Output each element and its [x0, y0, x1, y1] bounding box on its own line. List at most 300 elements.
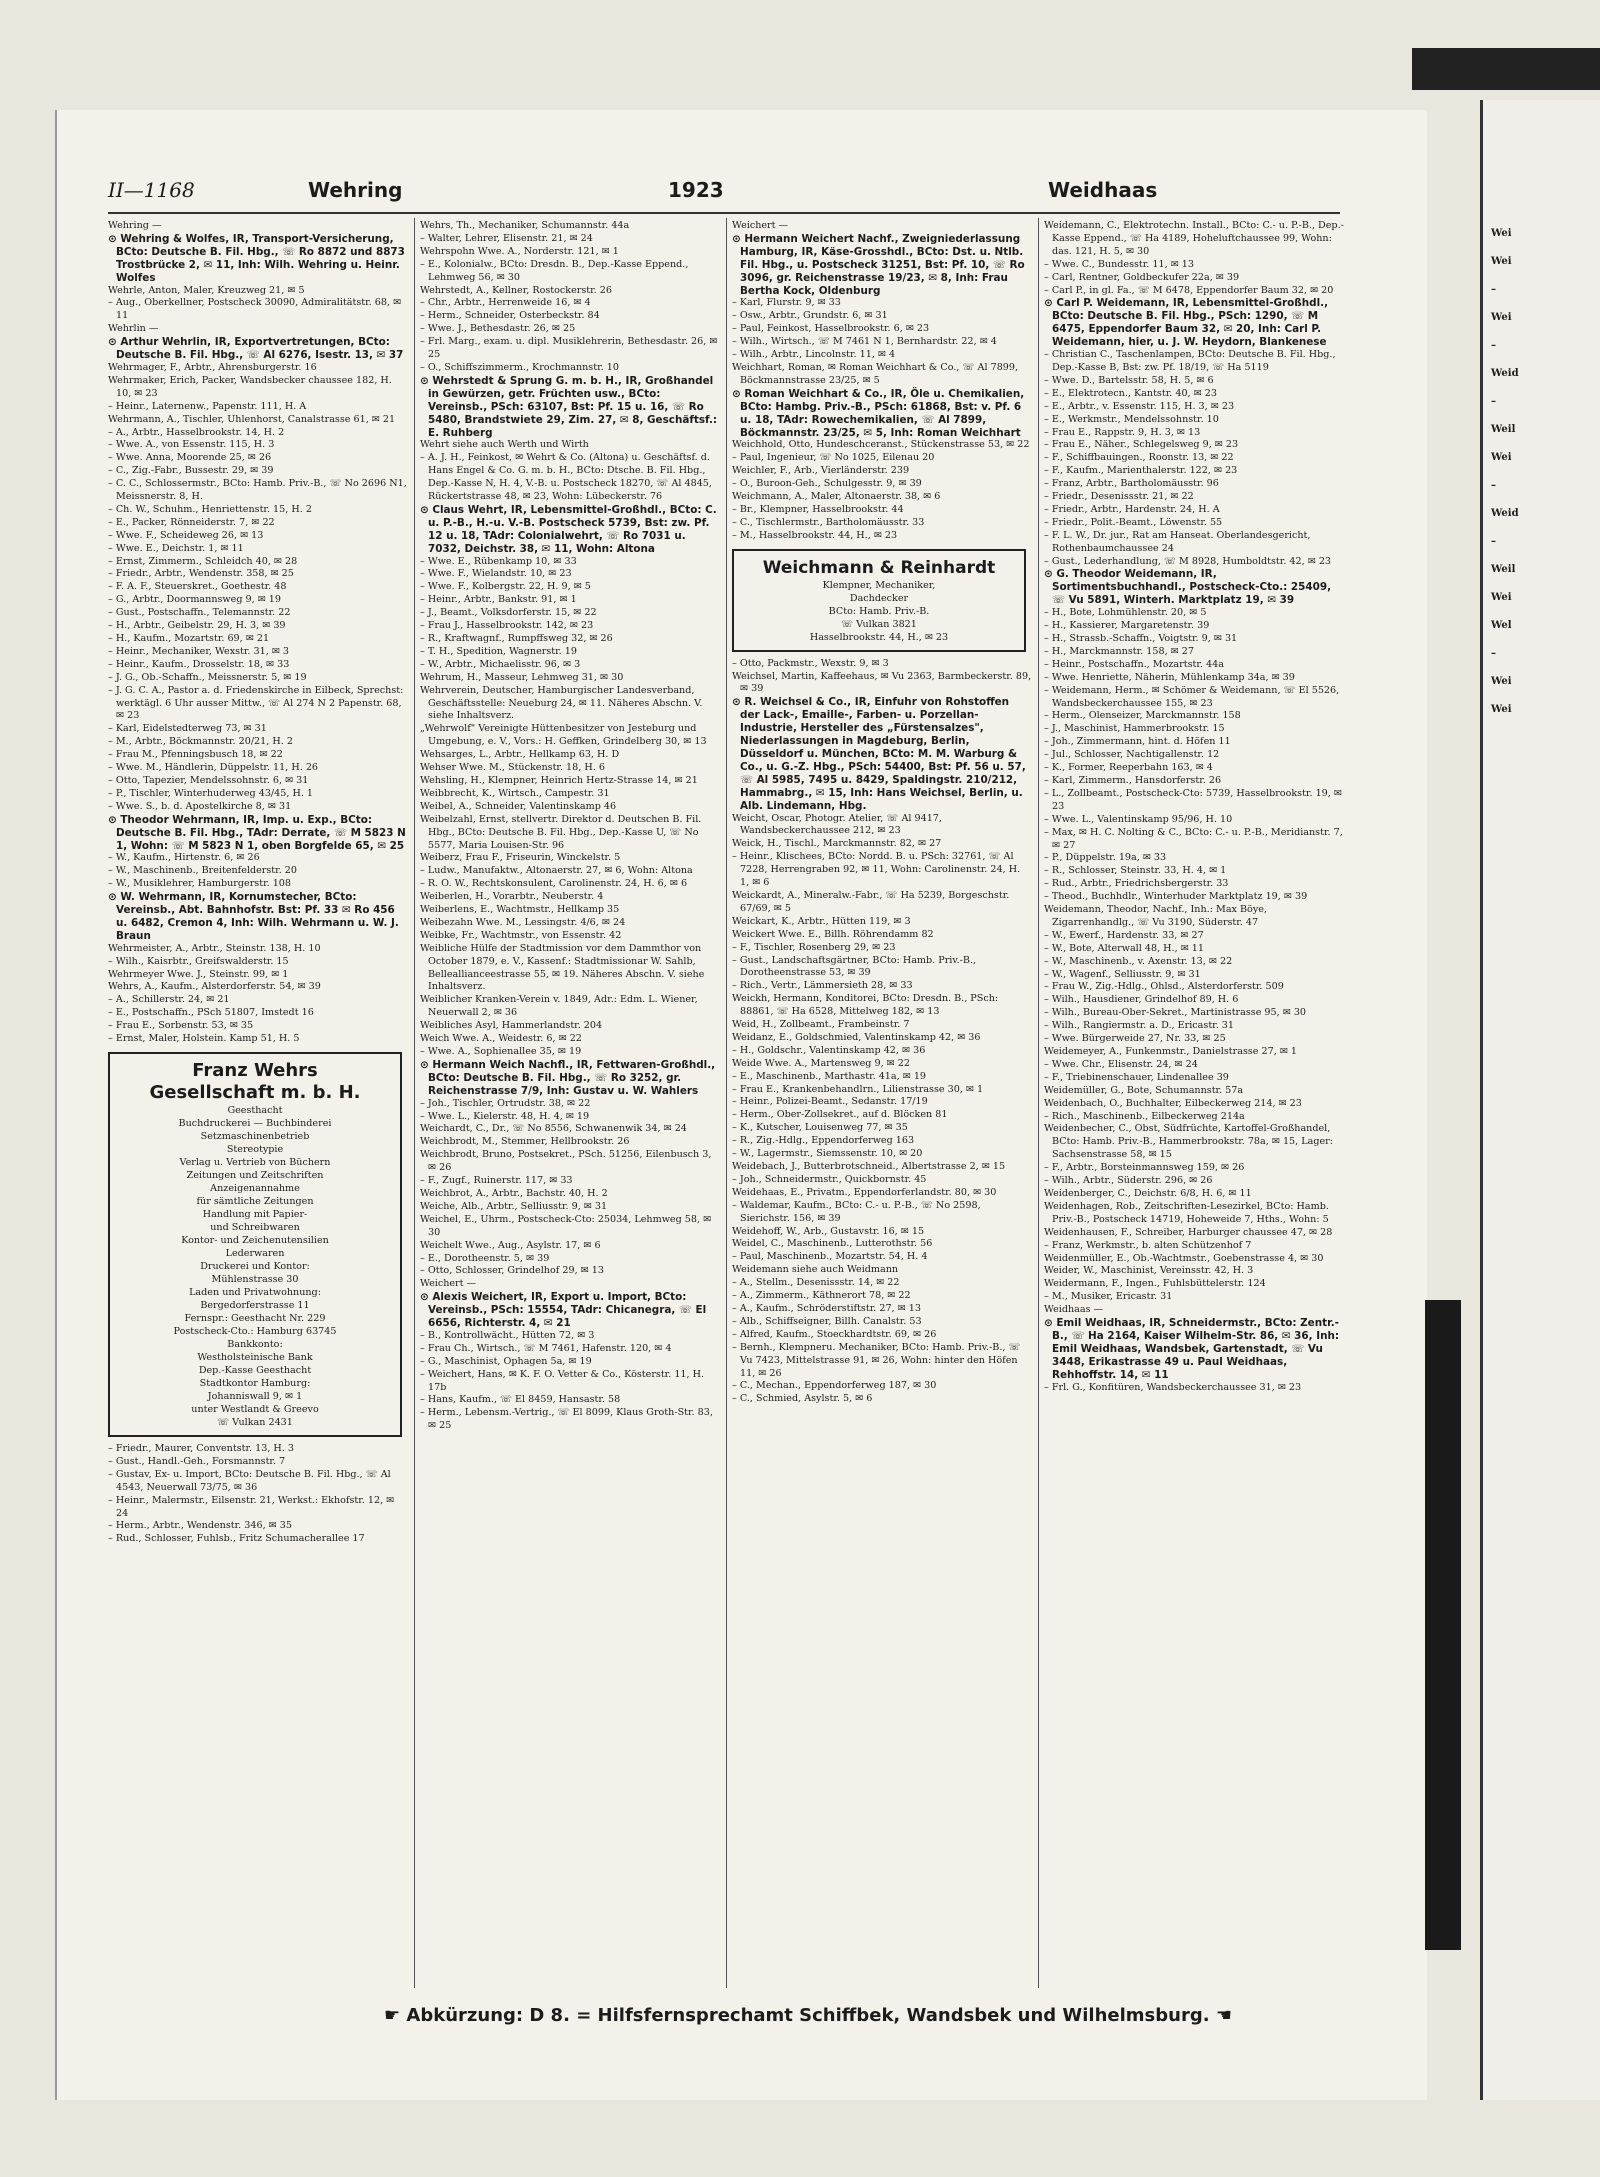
directory-entry: – Wwe. M., Händlerin, Düppelstr. 11, H. 26 — [108, 762, 319, 774]
directory-entry: Wehrstedt, A., Kellner, Rostockerstr. 26 — [420, 284, 612, 296]
ad-line: Anzeigenannahme — [210, 1183, 300, 1194]
directory-entry: Weiberlens, E., Wachtmstr., Hellkamp 35 — [420, 904, 620, 916]
next-page-fragment: Weid — [1491, 508, 1519, 519]
directory-entry: – Joh., Tischler, Ortrudstr. 38, ✉ 22 — [420, 1097, 591, 1109]
directory-entry: – Wwe. S., b. d. Apostelkirche 8, ✉ 31 — [108, 800, 292, 812]
next-page-fragment: Weil — [1491, 564, 1516, 575]
next-page-fragment: Wei — [1491, 592, 1512, 603]
directory-entry: – A., Kaufm., Schröderstiftstr. 27, ✉ 13 — [732, 1302, 921, 1314]
directory-entry: – Heinr., Malermstr., Eilsenstr. 21, Werkst.: Ekhofstr. 12, ✉ 24 — [108, 1494, 395, 1519]
directory-entry: – Rud., Schlosser, Fuhlsb., Fritz Schumacherallee 17 — [108, 1533, 365, 1545]
directory-entry: – C., Tischlermstr., Bartholomäusstr. 33 — [732, 516, 925, 528]
directory-entry: – W., Musiklehrer, Hamburgerstr. 108 — [108, 878, 292, 890]
next-page-fragment: Wei — [1491, 256, 1512, 267]
next-page-fragment: Wei — [1491, 676, 1512, 687]
directory-entry: – Weidemann, Herm., ✉ Schömer & Weidemann, ☏ El 5526, Wandsbeckerchaussee 155, ✉ 23 — [1044, 684, 1340, 709]
directory-column-1 — [108, 220, 408, 1985]
directory-entry: – Friedr., Maurer, Conventstr. 13, H. 3 — [108, 1443, 294, 1454]
directory-entry: – H., Strassb.-Schaffn., Voigtstr. 9, ✉ 31 — [1044, 633, 1238, 644]
directory-entry: – Paul, Feinkost, Hasselbrookstr. 6, ✉ 23 — [732, 323, 930, 335]
directory-entry: Weibliche Hülfe der Stadtmission vor dem Dammthor von October 1879, e. V., Kassenf.: Stadtmissionar W. Sahlb, Belleallianceestrasse 55, ✉ 19. Näheres Abschn. V. siehe Inhaltsverz. — [420, 942, 705, 993]
directory-entry: ⊙ Arthur Wehrlin, IR, Exportvertretungen, BCto: Deutsche B. Fil. Hbg., ☏ Al 6276, Isestr. 13, ✉ 37 — [108, 336, 404, 362]
directory-entry: – H., Arbtr., Geibelstr. 29, H. 3, ✉ 39 — [108, 620, 286, 632]
directory-entry: ⊙ Wehring & Wolfes, IR, Transport-Versicherung, BCto: Deutsche B. Fil. Hbg., ☏ Ro 8872 und 8873 Trostbrücke 2, ✉ 11, Inh: Wilh. Wehring u. Heinr. Wolfes — [108, 232, 405, 284]
directory-entry: ⊙ Alexis Weichert, IR, Export u. Import, BCto: Vereinsb., PSch: 15554, TAdr: Chicanegra, ☏ El 6656, Richterstr. 4, ✉ 21 — [420, 1291, 707, 1330]
directory-entry: – Herm., Olenseizer, Marckmannstr. 158 — [1044, 710, 1241, 722]
directory-entry: – M., Musiker, Ericastr. 31 — [1044, 1291, 1173, 1303]
directory-entry: ⊙ Hermann Weichert Nachf., Zweigniederlassung Hamburg, IR, Käse-Grosshdl., BCto: Dst. u. Ntlb. Fil. Hbg., u. Postscheck 31251, Bst: Pf. 10, ☏ Ro 3096, gr. Reichenstrasse 19/23, ✉ 8, Inh: Frau Bertha Kock, Oldenburg — [732, 232, 1025, 297]
directory-entry: – Gust., Handl.-Geh., Forsmannstr. 7 — [108, 1455, 286, 1467]
directory-entry: – C. C., Schlossermstr., BCto: Hamb. Priv.-B., ☏ No 2696 N1, Meissnerstr. 8, H. — [108, 478, 407, 503]
directory-entry: Wehrs, Th., Mechaniker, Schumannstr. 44a — [420, 220, 630, 231]
directory-entry: – Gust., Lederhandlung, ☏ M 8928, Humboldtstr. 42, ✉ 23 — [1044, 555, 1332, 567]
ad-line: für sämtliche Zeitungen — [196, 1196, 314, 1207]
ad-line: Druckerei und Kontor: — [200, 1261, 310, 1272]
directory-entry: – Wwe. A., Sophienallee 35, ✉ 19 — [420, 1046, 582, 1057]
directory-entry: – A. J. H., Feinkost, ✉ Wehrt & Co. (Altona) u. Geschäftsf. d. Hans Engel & Co. G. m. b. H., BCto: Dtsche. B. Fil. Hbg., Dep.-Kasse N, H. 4, V.-B. u. Postscheck 18270, ☏ Al 4845, Rückertstrasse 48, ✉ 23, Wohn: Lübeckerstr. 76 — [420, 452, 712, 503]
directory-entry: – L., Zollbeamt., Postscheck-Cto: 5739, Hasselbrookstr. 19, ✉ 23 — [1044, 787, 1342, 812]
directory-entry: – Frau Ch., Wirtsch., ☏ M 7461, Hafenstr. 120, ✉ 4 — [420, 1342, 672, 1354]
directory-entry: Weichert — — [732, 220, 789, 231]
directory-entry: – F., Arbtr., Borsteinmannsweg 159, ✉ 26 — [1044, 1162, 1245, 1174]
directory-entry: – Christian C., Taschenlampen, BCto: Deutsche B. Fil. Hbg., Dep.-Kasse B, Bst: zw. Pf. 18/19, ☏ Ha 5119 — [1044, 349, 1336, 373]
directory-entry: – F., Zugf., Ruinerstr. 117, ✉ 33 — [420, 1175, 573, 1187]
ad-line: Hasselbrookstr. 44, H., ✉ 23 — [809, 631, 949, 643]
directory-entry: Weichhart, Roman, ✉ Roman Weichhart & Co., ☏ Al 7899, Böckmannstrasse 23/25, ✉ 5 — [732, 361, 1019, 386]
directory-entry: – Ernst, Zimmerm., Schleidch 40, ✉ 28 — [108, 555, 298, 567]
directory-entry: „Wehrwolf" Vereinigte Hüttenbesitzer von Jesteburg und Umgebung, e. V., Vors.: H. Geffken, Grindelberg 30, ✉ 13 — [420, 723, 707, 748]
directory-entry: Weidemann, Theodor, Nachf., Inh.: Max Böye, Zigarrenhandlg., ☏ Vu 3190, Süderstr. 47 — [1044, 904, 1267, 928]
directory-entry: – Herm., Lebensm.-Vertrig., ☏ El 8099, Klaus Groth-Str. 83, ✉ 25 — [420, 1407, 713, 1432]
directory-entry: – Frau W., Zig.-Hdlg., Ohlsd., Alsterdorferstr. 509 — [1044, 981, 1284, 993]
directory-entry: Weiberlen, H., Vorarbtr., Neuberstr. 4 — [420, 891, 604, 903]
directory-entry: Weichhold, Otto, Hundeschceranst., Stückenstrasse 53, ✉ 22 — [732, 439, 1030, 451]
directory-entry: Weidenbecher, C., Obst, Südfrüchte, Kartoffel-Großhandel, BCto: Hamb. Priv.-B., Hammerbrookstr. 78a, ✉ 15, Lager: Sachsenstrasse 58, ✉ 15 — [1044, 1123, 1333, 1161]
advertisement-box — [108, 1052, 402, 1437]
ad-line: Zeitungen und Zeitschriften — [186, 1170, 324, 1181]
ad-title: Franz Wehrs — [192, 1060, 318, 1081]
directory-entry: Weidanz, E., Goldschmied, Valentinskamp 42, ✉ 36 — [732, 1031, 981, 1043]
directory-entry: Wehrle, Anton, Maler, Kreuzweg 21, ✉ 5 — [108, 284, 305, 296]
directory-entry: Weichmann, A., Maler, Altonaerstr. 38, ✉ 6 — [732, 491, 941, 503]
ad-line: Kontor- und Zeichenutensilien — [181, 1235, 329, 1246]
directory-entry: – H., Bote, Lohmühlenstr. 20, ✉ 5 — [1044, 607, 1207, 619]
next-page-fragment: Wel — [1491, 620, 1512, 631]
directory-entry: – E., Packer, Rönneiderstr. 7, ✉ 22 — [108, 516, 275, 528]
directory-entry: – R., Kraftwagnf., Rumpffsweg 32, ✉ 26 — [420, 633, 613, 644]
directory-entry: – F., Tischler, Rosenberg 29, ✉ 23 — [732, 941, 896, 953]
directory-entry: – H., Kaufm., Mozartstr. 69, ✉ 21 — [108, 633, 270, 644]
directory-entry: – Joh., Zimmermann, hint. d. Höfen 11 — [1044, 736, 1231, 748]
next-page-fragment: – — [1491, 284, 1496, 295]
ad-line: Verlag u. Vertrieb von Büchern — [179, 1157, 331, 1168]
directory-entry: – Frau J., Hasselbrookstr. 142, ✉ 23 — [420, 620, 594, 632]
next-page-fragment: Wei — [1491, 704, 1512, 715]
directory-entry: – Ernst, Maler, Holstein. Kamp 51, H. 5 — [108, 1033, 300, 1045]
directory-entry: – J., Maschinist, Hammerbrookstr. 15 — [1044, 723, 1225, 735]
ad-line: Bankkonto: — [227, 1339, 283, 1350]
ad-line: Stereotypie — [226, 1144, 284, 1155]
ad-line: Setzmaschinenbetrieb — [200, 1131, 310, 1142]
directory-entry: – Friedr., Arbtr., Hardenstr. 24, H. A — [1044, 503, 1220, 515]
directory-entry: Weibliches Asyl, Hammerlandstr. 204 — [420, 1020, 603, 1032]
next-page-fragment: Wei — [1491, 452, 1512, 463]
directory-entry: – R., Zig.-Hdlg., Eppendorferweg 163 — [732, 1135, 915, 1147]
next-page-fragment: Wei — [1491, 312, 1512, 323]
directory-entry: ⊙ Emil Weidhaas, IR, Schneidermstr., BCto: Zentr.-B., ☏ Ha 2164, Kaiser Wilhelm-Str. 86, ✉ 36, Inh: Emil Weidhaas, Wandsbek, Gartenstadt, ☏ Vu 3448, Erikastrasse 49 u. Paul Weidhaas, Rehhoffstr. 14, ✉ 11 — [1044, 1317, 1340, 1381]
ad-line: Fernspr.: Geesthacht Nr. 229 — [184, 1313, 326, 1324]
directory-entry: – Frau E., Sorbenstr. 53, ✉ 35 — [108, 1020, 254, 1032]
directory-entry: Weicht, Oscar, Photogr. Atelier, ☏ Al 9417, Wandsbeckerchaussee 212, ✉ 23 — [732, 812, 942, 837]
directory-entry: – W., Maschinenb., v. Axenstr. 13, ✉ 22 — [1044, 955, 1233, 967]
next-page-fragment: – — [1491, 536, 1496, 547]
directory-entry: – Herm., Schneider, Osterbeckstr. 84 — [420, 310, 600, 322]
ad-line: Postscheck-Cto.: Hamburg 63745 — [173, 1326, 337, 1337]
ad-line: Handlung mit Papier- — [202, 1209, 308, 1220]
directory-entry: – Rich., Maschinenb., Eilbeckerweg 214a — [1044, 1110, 1245, 1122]
ad-line: Klempner, Mechaniker, — [822, 579, 936, 591]
directory-entry: – Wilh., Wirtsch., ☏ M 7461 N 1, Bernhardstr. 22, ✉ 4 — [732, 336, 997, 348]
ad-line: unter Westlandt & Greevo — [191, 1404, 319, 1415]
directory-entry: Wehrverein, Deutscher, Hamburgischer Landesverband, Geschäftsstelle: Neueburg 24, ✉ 11. Näheres Abschn. V. siehe Inhaltsverz. — [420, 684, 703, 722]
ad-line: BCto: Hamb. Priv.-B. — [828, 605, 930, 617]
ad-line: Geesthacht — [227, 1105, 283, 1116]
directory-entry: Weider, W., Maschinist, Vereinsstr. 42, H. 3 — [1044, 1265, 1254, 1277]
directory-entry: Weidenhagen, Rob., Zeitschriften-Lesezirkel, BCto: Hamb. Priv.-B., Postscheck 14719, Hoheweide 7, Hths., Wohn: 5 — [1044, 1200, 1329, 1225]
directory-entry: – Paul, Ingenieur, ☏ No 1025, Eilenau 20 — [732, 452, 935, 464]
directory-entry: – Franz, Werkmstr., b. alten Schützenhof 7 — [1044, 1239, 1252, 1251]
directory-entry: ⊙ Hermann Weich Nachfl., IR, Fettwaren-Großhdl., BCto: Deutsche B. Fil. Hbg., ☏ Ro 3252, gr. Reichenstrasse 7/9, Inh: Gustav u. W. Wahlers — [420, 1058, 716, 1097]
page-number: II—1168 — [108, 178, 195, 202]
ad-line: ☏ Vulkan 2431 — [217, 1417, 293, 1428]
directory-entry: Weickh, Hermann, Konditorei, BCto: Dresdn. B., PSch: 88861, ☏ Ha 6528, Mittelweg 182, ✉ 13 — [732, 993, 999, 1018]
directory-entry: – W., Wagenf., Selliusstr. 9, ✉ 31 — [1044, 968, 1201, 980]
directory-entry: – Wwe. Bürgerweide 27, Nr. 33, ✉ 25 — [1044, 1033, 1226, 1045]
column-separator — [726, 218, 727, 1988]
ad-line: Dachdecker — [849, 592, 909, 604]
directory-entry: Weidemeyer, A., Funkenmstr., Danielstrasse 27, ✉ 1 — [1044, 1046, 1298, 1057]
directory-entry: – Carl, Rentner, Goldbeckufer 22a, ✉ 39 — [1044, 271, 1240, 283]
directory-entry: – Frau E., Näher., Schlegelsweg 9, ✉ 23 — [1044, 439, 1239, 451]
directory-entry: – Frl. G., Konfitüren, Wandsbeckerchaussee 31, ✉ 23 — [1044, 1381, 1302, 1393]
page-footer: ☛ Abkürzung: D 8. = Hilfsfernsprechamt Schiffbek, Wandsbek und Wilhelmsburg. ☚ — [384, 2005, 1232, 2026]
directory-entry: – Wwe. F., Scheideweg 26, ✉ 13 — [108, 529, 264, 541]
directory-entry: – R., Schlosser, Steinstr. 33, H. 4, ✉ 1 — [1044, 865, 1227, 877]
directory-entry: Wehrlin — — [108, 323, 159, 335]
directory-entry: – E., Kolonialw., BCto: Dresdn. B., Dep.-Kasse Eppend., Lehmweg 56, ✉ 30 — [420, 258, 689, 283]
directory-entry: – Jul., Schlosser, Nachtigallenstr. 12 — [1044, 749, 1220, 761]
directory-entry: – J. G., Ob.-Schaffn., Meissnerstr. 5, ✉ 19 — [108, 671, 307, 683]
directory-entry: – Hans, Kaufm., ☏ El 8459, Hansastr. 58 — [420, 1394, 621, 1406]
directory-entry: Wehrs, A., Kaufm., Alsterdorferstr. 54, ✉ 39 — [108, 981, 321, 993]
directory-entry: – C., Mechan., Eppendorferweg 187, ✉ 30 — [732, 1380, 937, 1392]
directory-entry: Weibelzahl, Ernst, stellvertr. Direktor d. Deutschen B. Fil. Hbg., BCto: Deutsche B. Fil. Hbg., Dep.-Kasse U, ☏ No 5577, Maria Louisen-Str. 96 — [420, 813, 702, 851]
directory-entry: – F., Triebinenschauer, Lindenallee 39 — [1044, 1071, 1229, 1083]
directory-entry: – Heinr., Kaufm., Drosselstr. 18, ✉ 33 — [108, 658, 290, 670]
directory-entry: – Friedr., Arbtr., Wendenstr. 358, ✉ 25 — [108, 568, 294, 580]
directory-entry: – H., Kassierer, Margaretenstr. 39 — [1044, 620, 1210, 632]
directory-entry: – Wwe. Chr., Elisenstr. 24, ✉ 24 — [1044, 1058, 1198, 1070]
directory-entry: – Wwe. F., Wielandstr. 10, ✉ 23 — [420, 568, 572, 580]
directory-entry: – W., Arbtr., Michaelisstr. 96, ✉ 3 — [420, 658, 581, 670]
directory-entry: – Wilh., Rangiermstr. a. D., Ericastr. 31 — [1044, 1020, 1235, 1032]
next-page-fragment: Wei — [1491, 228, 1512, 239]
directory-entry: – F. A. F., Steuerskret., Goethestr. 48 — [108, 581, 287, 593]
directory-entry: – Heinr., Polizei-Beamt., Sedanstr. 17/19 — [732, 1096, 928, 1108]
directory-entry: – M., Arbtr., Böckmannstr. 20/21, H. 2 — [108, 736, 293, 748]
directory-entry: – E., Werkmstr., Mendelssohnstr. 10 — [1044, 413, 1219, 425]
page-header — [108, 178, 1340, 208]
directory-entry: – Wilh., Arbtr., Süderstr. 296, ✉ 26 — [1044, 1175, 1213, 1187]
directory-entry: – E., Arbtr., v. Essenstr. 115, H. 3, ✉ 23 — [1044, 400, 1235, 412]
directory-entry: – Carl P., in gl. Fa., ☏ M 6478, Eppendorfer Baum 32, ✉ 20 — [1044, 284, 1334, 296]
next-page-fragment: – — [1491, 648, 1496, 659]
directory-entry: – Heinr., Laternenw., Papenstr. 111, H. A — [108, 400, 307, 412]
directory-entry: – A., Arbtr., Hasselbrookstr. 14, H. 2 — [108, 426, 285, 438]
directory-entry: Wehrspohn Wwe. A., Norderstr. 121, ✉ 1 — [420, 245, 619, 257]
ad-line: Mühlenstrasse 30 — [211, 1274, 299, 1285]
directory-entry: – H., Goldschr., Valentinskamp 42, ✉ 36 — [732, 1044, 926, 1056]
directory-entry: – Bernh., Klempneru. Mechaniker, BCto: Hamb. Priv.-B., ☏ Vu 7423, Mittelstrasse 91, ✉ 26, Wohn: hinter den Höfen 11, ✉ 26 — [732, 1341, 1021, 1379]
directory-entry: – Wwe. L., Valentinskamp 95/96, H. 10 — [1044, 813, 1233, 825]
directory-entry: – Herm., Ober-Zollsekret., auf d. Blöcken 81 — [732, 1109, 948, 1121]
directory-column-4 — [1044, 220, 1344, 1985]
directory-entry: Weide Wwe. A., Martensweg 9, ✉ 22 — [732, 1057, 910, 1069]
directory-entry: – Wwe. L., Kielerstr. 48, H. 4, ✉ 19 — [420, 1110, 590, 1122]
directory-entry: – Wwe. E., Deichstr. 1, ✉ 11 — [108, 542, 244, 554]
directory-entry: – Wilh., Arbtr., Lincolnstr. 11, ✉ 4 — [732, 349, 896, 361]
next-page-fragments — [1483, 100, 1600, 724]
directory-entry: Wehrt siehe auch Werth und Wirth — [420, 439, 589, 451]
directory-entry: – Wwe. F., Kolbergstr. 22, H. 9, ✉ 5 — [420, 581, 591, 593]
ad-line: Bergedorferstrasse 11 — [200, 1300, 310, 1311]
directory-entry: – Wwe. C., Bundesstr. 11, ✉ 13 — [1044, 258, 1195, 270]
directory-entry: – Wwe. J., Bethesdastr. 26, ✉ 25 — [420, 323, 576, 335]
directory-entry: – Paul, Maschinenb., Mozartstr. 54, H. 4 — [732, 1251, 928, 1263]
ad-line: Buchdruckerei — Buchbinderei — [178, 1118, 332, 1129]
directory-entry: – Herm., Arbtr., Wendenstr. 346, ✉ 35 — [108, 1520, 292, 1532]
directory-entry: – W., Kaufm., Hirtenstr. 6, ✉ 26 — [108, 852, 260, 864]
directory-entry: – Alfred, Kaufm., Stoeckhardtstr. 69, ✉ 26 — [732, 1328, 937, 1340]
next-page-fragment: – — [1491, 396, 1496, 407]
directory-entry: – P., Düppelstr. 19a, ✉ 33 — [1044, 852, 1167, 864]
directory-entry: – W., Bote, Alterwall 48, H., ✉ 11 — [1044, 942, 1204, 954]
directory-entry: – Waldemar, Kaufm., BCto: C.- u. P.-B., ☏ No 2598, Sierichstr. 156, ✉ 39 — [732, 1199, 981, 1224]
binding-shadow — [1425, 1300, 1461, 1950]
directory-entry: – W., Lagermstr., Siemssenstr. 10, ✉ 20 — [732, 1148, 923, 1160]
directory-entry: ⊙ Roman Weichhart & Co., IR, Öle u. Chemikalien, BCto: Hambg. Priv.-B., PSch: 61868, Bst: v. Pf. 6 u. 18, TAdr: Rowechemikalien, ☏ Al 7899, Böckmannstr. 23/25, ✉ 5, Inh: Roman Weichhart — [732, 387, 1025, 439]
directory-entry: – C., Zig.-Fabr., Bussestr. 29, ✉ 39 — [108, 465, 274, 477]
header-last-entry: Weidhaas — [1048, 178, 1158, 202]
ad-title: Weichmann & Reinhardt — [762, 557, 996, 578]
ad-line: Johanniswall 9, ✉ 1 — [207, 1391, 303, 1402]
directory-entry: – Heinr., Klischees, BCto: Nordd. B. u. PSch: 32761, ☏ Al 7228, Herrengraben 92, ✉ 11, Wohn: Carolinenstr. 24, H. 1, ✉ 6 — [732, 851, 1021, 889]
directory-entry: – A., Schillerstr. 24, ✉ 21 — [108, 994, 230, 1006]
directory-entry: Weiberz, Frau F., Friseurin, Winckelstr. 5 — [420, 852, 621, 864]
directory-entry: Weichert — — [420, 1278, 477, 1290]
directory-entry: – W., Maschinenb., Breitenfelderstr. 20 — [108, 865, 298, 877]
directory-entry: – O., Buroon-Geh., Schulgesstr. 9, ✉ 39 — [732, 478, 922, 490]
directory-entry: Weidemann, C., Elektrotechn. Install., BCto: C.- u. P.-B., Dep.-Kasse Eppend., ☏ Ha 4189, Hoheluftchaussee 99, Wohn: das. 121, H. 5, ✉ 30 — [1044, 220, 1344, 257]
directory-entry: – Wwe. E., Rübenkamp 10, ✉ 33 — [420, 555, 577, 567]
directory-entry: – A., Zimmerm., Käthnerort 78, ✉ 22 — [732, 1290, 911, 1302]
ad-line: Stadtkontor Hamburg: — [199, 1378, 311, 1389]
directory-entry: – Ludw., Manufaktw., Altonaerstr. 27, ✉ 6, Wohn: Altona — [420, 865, 693, 877]
directory-entry: Weichler, F., Arb., Vierländerstr. 239 — [732, 465, 910, 477]
directory-entry: – Rud., Arbtr., Friedrichsbergerstr. 33 — [1044, 878, 1229, 890]
directory-entry: Weidenmüller, E., Ob.-Wachtmstr., Goebenstrasse 4, ✉ 30 — [1044, 1252, 1324, 1264]
directory-entry: – E., Postschaffn., PSch 51807, Imstedt 16 — [108, 1007, 314, 1019]
directory-column-3 — [732, 220, 1032, 1985]
directory-entry: – E., Dorotheenstr. 5, ✉ 39 — [420, 1252, 550, 1264]
directory-entry: – Ch. W., Schuhm., Henriettenstr. 15, H. 2 — [108, 503, 312, 515]
directory-entry: Weidenbach, O., Buchhalter, Eilbeckerweg 214, ✉ 23 — [1044, 1097, 1302, 1109]
directory-entry: ⊙ Theodor Wehrmann, IR, Imp. u. Exp., BCto: Deutsche B. Fil. Hbg., TAdr: Derrate, ☏ M 5823 N 1, Wohn: ☏ M 5823 N 1, oben Borgfelde 65, ✉ 25 — [108, 813, 406, 852]
next-page-fragment: – — [1491, 480, 1496, 491]
directory-entry: – P., Tischler, Winterhuderweg 43/45, H. 1 — [108, 787, 314, 799]
directory-entry: – Wwe. Henriette, Näherin, Mühlenkamp 34a, ✉ 39 — [1044, 671, 1295, 683]
directory-entry: – Theod., Buchhdlr., Winterhuder Marktplatz 19, ✉ 39 — [1044, 891, 1308, 903]
directory-entry: – Osw., Arbtr., Grundstr. 6, ✉ 31 — [732, 310, 888, 322]
directory-entry: Wehrmeister, A., Arbtr., Steinstr. 138, H. 10 — [108, 942, 321, 954]
directory-entry: – Wwe. D., Bartelsstr. 58, H. 5, ✉ 6 — [1044, 374, 1214, 386]
directory-entry: Weickart, K., Arbtr., Hütten 119, ✉ 3 — [732, 915, 911, 927]
directory-entry: – E., Maschinenb., Marthastr. 41a, ✉ 19 — [732, 1070, 927, 1082]
directory-entry: ⊙ G. Theodor Weidemann, IR, Sortimentsbuchhandl., Postscheck-Cto.: 25409, ☏ Vu 5891, Winterh. Marktplatz 19, ✉ 39 — [1044, 568, 1332, 607]
directory-entry: Weichbrodt, Bruno, Postsekret., PSch. 51256, Eilenbusch 3, ✉ 26 — [420, 1149, 712, 1174]
directory-entry: – F., Kaufm., Marienthalerstr. 122, ✉ 23 — [1044, 465, 1238, 477]
next-page-fragment: Weid — [1491, 368, 1519, 379]
directory-entry: – C., Schmied, Asylstr. 5, ✉ 6 — [732, 1393, 873, 1405]
directory-entry: – Wwe. A., von Essenstr. 115, H. 3 — [108, 439, 275, 451]
directory-entry: ⊙ Carl P. Weidemann, IR, Lebensmittel-Großhdl., BCto: Deutsche B. Fil. Hbg., PSch: 1290, ☏ M 6475, Eppendorfer Baum 32, ✉ 20, Inh: Carl P. Weidemann, hier, u. J. W. Heydorn, Blankenese — [1044, 297, 1329, 349]
directory-entry: Weichelt Wwe., Aug., Asylstr. 17, ✉ 6 — [420, 1239, 601, 1251]
directory-entry: Weidel, C., Maschinenb., Lutterothstr. 56 — [732, 1238, 933, 1250]
column-separator — [414, 218, 415, 1988]
directory-column-2 — [420, 220, 720, 1985]
directory-entry: Weidemüller, G., Bote, Schumannstr. 57a — [1044, 1084, 1244, 1096]
ad-line: Laden und Privatwohnung: — [189, 1287, 321, 1298]
column-separator — [1038, 218, 1039, 1988]
directory-entry: – F., Schiffbauingen., Roonstr. 13, ✉ 22 — [1044, 452, 1234, 464]
directory-entry: – Gustav, Ex- u. Import, BCto: Deutsche B. Fil. Hbg., ☏ Al 4543, Neuerwall 73/75, ✉ 36 — [108, 1468, 391, 1493]
directory-entry: – Karl, Flurstr. 9, ✉ 33 — [732, 297, 841, 309]
directory-entry: – Franz, Arbtr., Bartholomäusstr. 96 — [1044, 478, 1219, 490]
directory-entry: – J., Beamt., Volksdorferstr. 15, ✉ 22 — [420, 607, 597, 619]
directory-entry: ⊙ Claus Wehrt, IR, Lebensmittel-Großhdl., BCto: C. u. P.-B., H.-u. V.-B. Postscheck 5739, Bst: zw. Pf. 12 u. 18, TAdr: Colonialwehrt, ☏ Ro 7031 u. 7032, Deichstr. 38, ✉ 11, Wohn: Altona — [420, 503, 717, 555]
directory-entry: Wehrmaker, Erich, Packer, Wandsbecker chaussee 182, H. 10, ✉ 23 — [108, 374, 392, 399]
directory-entry: – Frau E., Rappstr. 9, H. 3, ✉ 13 — [1044, 426, 1201, 438]
directory-entry: – Frau E., Krankenbehandlrn., Lilienstrasse 30, ✉ 1 — [732, 1083, 984, 1095]
directory-entry: Weichbrot, A., Arbtr., Bachstr. 40, H. 2 — [420, 1187, 608, 1199]
directory-entry: – Otto, Tapezier, Mendelssohnstr. 6, ✉ 31 — [108, 774, 309, 786]
directory-entry: Weidebach, J., Butterbrotschneid., Albertstrasse 2, ✉ 15 — [732, 1161, 1006, 1172]
directory-entry: – Aug., Oberkellner, Postscheck 30090, Admiralitätstr. 68, ✉ 11 — [108, 297, 402, 322]
directory-entry: Weid, H., Zollbeamt., Frambeinstr. 7 — [732, 1019, 910, 1031]
directory-entry: Wehrmeyer Wwe. J., Steinstr. 99, ✉ 1 — [108, 968, 289, 980]
directory-entry: – Gust., Postschaffn., Telemannstr. 22 — [108, 607, 291, 619]
directory-entry: – Friedr., Desenissstr. 21, ✉ 22 — [1044, 491, 1194, 503]
directory-entry: – K., Former, Reeperbahn 163, ✉ 4 — [1044, 762, 1213, 774]
header-year: 1923 — [668, 178, 724, 202]
directory-entry: – Frl. Marg., exam. u. dipl. Musiklehrerin, Bethesdastr. 26, ✉ 25 — [420, 336, 718, 361]
directory-entry: – Wwe. Anna, Moorende 25, ✉ 26 — [108, 452, 272, 464]
directory-entry: – Otto, Schlosser, Grindelhof 29, ✉ 13 — [420, 1265, 604, 1277]
directory-entry: – Wilh., Kaisrbtr., Greifswalderstr. 15 — [108, 955, 289, 967]
directory-entry: – O., Schiffszimmerm., Krochmannstr. 10 — [420, 361, 619, 373]
directory-entry: Weiblicher Kranken-Verein v. 1849, Adr.: Edm. L. Wiener, Neuerwall 2, ✉ 36 — [420, 994, 698, 1019]
directory-entry: Weidenhausen, F., Schreiber, Harburger chaussee 47, ✉ 28 — [1044, 1226, 1333, 1238]
directory-entry: – R. O. W., Rechtskonsulent, Carolinenstr. 24, H. 6, ✉ 6 — [420, 878, 688, 890]
ad-line: und Schreibwaren — [210, 1222, 300, 1233]
directory-entry: Weidehoff, W., Arb., Gustavstr. 16, ✉ 15 — [732, 1225, 925, 1237]
directory-entry: Wehring — — [108, 220, 162, 231]
dark-corner-shadow — [1412, 48, 1600, 90]
directory-entry: – Wilh., Hausdiener, Grindelhof 89, H. 6 — [1044, 994, 1239, 1006]
directory-entry: – Chr., Arbtr., Herrenweide 16, ✉ 4 — [420, 297, 591, 309]
ad-line: Westholsteinische Bank — [197, 1352, 313, 1363]
directory-entry: – G., Maschinist, Ophagen 5a, ✉ 19 — [420, 1355, 592, 1367]
directory-entry: Weichbrodt, M., Stemmer, Hellbrookstr. 26 — [420, 1136, 630, 1148]
directory-entry: – Karl, Eidelstedterweg 73, ✉ 31 — [108, 723, 267, 735]
directory-entry: Weidhaas — — [1044, 1304, 1104, 1316]
directory-entry: – Karl, Zimmerm., Hansdorferstr. 26 — [1044, 774, 1222, 786]
ad-subtitle: Gesellschaft m. b. H. — [149, 1082, 361, 1103]
directory-entry: – J. G. C. A., Pastor a. d. Friedenskirche in Eilbeck, Sprechst: werktägl. 6 Uhr ausser Mittw., ☏ Al 274 N 2 Papenstr. 68, ✉ 23 — [108, 684, 404, 722]
header-rule — [108, 212, 1340, 214]
directory-entry: Weibel, A., Schneider, Valentinskamp 46 — [420, 800, 617, 812]
directory-entry: – M., Hasselbrookstr. 44, H., ✉ 23 — [732, 529, 898, 541]
directory-entry: – Walter, Lehrer, Elisenstr. 21, ✉ 24 — [420, 232, 593, 244]
directory-entry: – Friedr., Polit.-Beamt., Löwenstr. 55 — [1044, 516, 1223, 528]
directory-entry: – Wilh., Bureau-Ober-Sekret., Martinistrasse 95, ✉ 30 — [1044, 1007, 1307, 1019]
directory-entry: ⊙ Wehrstedt & Sprung G. m. b. H., IR, Großhandel in Gewürzen, getr. Früchten usw., BCto: Vereinsb., PSch: 63107, Bst: Pf. 15 u. 16, ☏ Ro 5480, Brandstwiete 29, Zim. 27, ✉ 8, Geschäftsf.: E. Ruhberg — [420, 374, 718, 439]
directory-entry: – G., Arbtr., Doormannsweg 9, ✉ 19 — [108, 594, 282, 606]
directory-entry: – E., Elektrotecn., Kantstr. 40, ✉ 23 — [1044, 387, 1217, 399]
directory-entry: ⊙ W. Wehrmann, IR, Kornumstecher, BCto: Vereinsb., Abt. Bahnhofstr. Bst: Pf. 33 ✉ Ro 456 u. 6482, Cremon 4, Inh: Wilh. Wehrmann u. W. J. Braun — [108, 891, 399, 942]
advertisement-box — [732, 549, 1026, 652]
directory-entry: Wehrmann, A., Tischler, Uhlenhorst, Canalstrasse 61, ✉ 21 — [108, 413, 396, 425]
directory-entry: Weibbrecht, K., Wirtsch., Campestr. 31 — [420, 787, 610, 799]
directory-entry: – Br., Klempner, Hasselbrookstr. 44 — [732, 503, 904, 515]
directory-entry: – F. L. W., Dr. jur., Rat am Hanseat. Oberlandesgericht, Rothenbaumchaussee 24 — [1044, 529, 1311, 554]
directory-entry: – Rich., Vertr., Lämmersieth 28, ✉ 33 — [732, 980, 913, 992]
directory-entry: – W., Ewerf., Hardenstr. 33, ✉ 27 — [1044, 929, 1204, 941]
directory-entry: Weiche, Alb., Arbtr., Selliusstr. 9, ✉ 31 — [420, 1200, 608, 1212]
directory-entry: Weich Wwe. A., Weidestr. 6, ✉ 22 — [420, 1033, 582, 1045]
directory-entry: Weickert Wwe. E., Billh. Röhrendamm 82 — [732, 928, 934, 940]
directory-entry: Weichsel, Martin, Kaffeehaus, ✉ Vu 2363, Barmbeckerstr. 89, ✉ 39 — [732, 670, 1032, 695]
next-page-fragment: Weil — [1491, 424, 1516, 435]
ad-line: Lederwaren — [225, 1248, 285, 1259]
ad-line: Dep.-Kasse Geesthacht — [198, 1365, 312, 1376]
directory-entry: Weibezahn Wwe. M., Lessingstr. 4/6, ✉ 24 — [420, 916, 626, 928]
directory-entry: Wehrum, H., Masseur, Lehmweg 31, ✉ 30 — [420, 671, 624, 683]
directory-entry: Wehser Wwe. M., Stückenstr. 18, H. 6 — [420, 762, 605, 774]
directory-entry: Weichardt, C., Dr., ☏ No 8556, Schwanenwik 34, ✉ 24 — [420, 1123, 687, 1135]
directory-entry: – Otto, Packmstr., Wexstr. 9, ✉ 3 — [732, 657, 889, 669]
directory-entry: Weichel, E., Uhrm., Postscheck-Cto: 25034, Lehmweg 58, ✉ 30 — [420, 1213, 712, 1238]
next-page-edge — [1480, 100, 1600, 2100]
directory-entry: Weidemann siehe auch Weidmann — [732, 1264, 899, 1276]
directory-entry: – Heinr., Arbtr., Bankstr. 91, ✉ 1 — [420, 594, 577, 606]
directory-entry: – B., Kontrollwächt., Hütten 72, ✉ 3 — [420, 1329, 595, 1341]
directory-entry: – Gust., Landschaftsgärtner, BCto: Hamb. Priv.-B., Dorotheenstrasse 53, ✉ 39 — [732, 954, 977, 979]
directory-entry: – Heinr., Mechaniker, Wexstr. 31, ✉ 3 — [108, 645, 290, 657]
directory-entry: Weidermann, F., Ingen., Fuhlsbüttelerstr. 124 — [1044, 1278, 1266, 1290]
directory-entry: Weibke, Fr., Wachtmstr., von Essenstr. 42 — [420, 929, 622, 941]
directory-entry: Weickardt, A., Mineralw.-Fabr., ☏ Ha 5239, Borgeschstr. 67/69, ✉ 5 — [732, 889, 1010, 914]
